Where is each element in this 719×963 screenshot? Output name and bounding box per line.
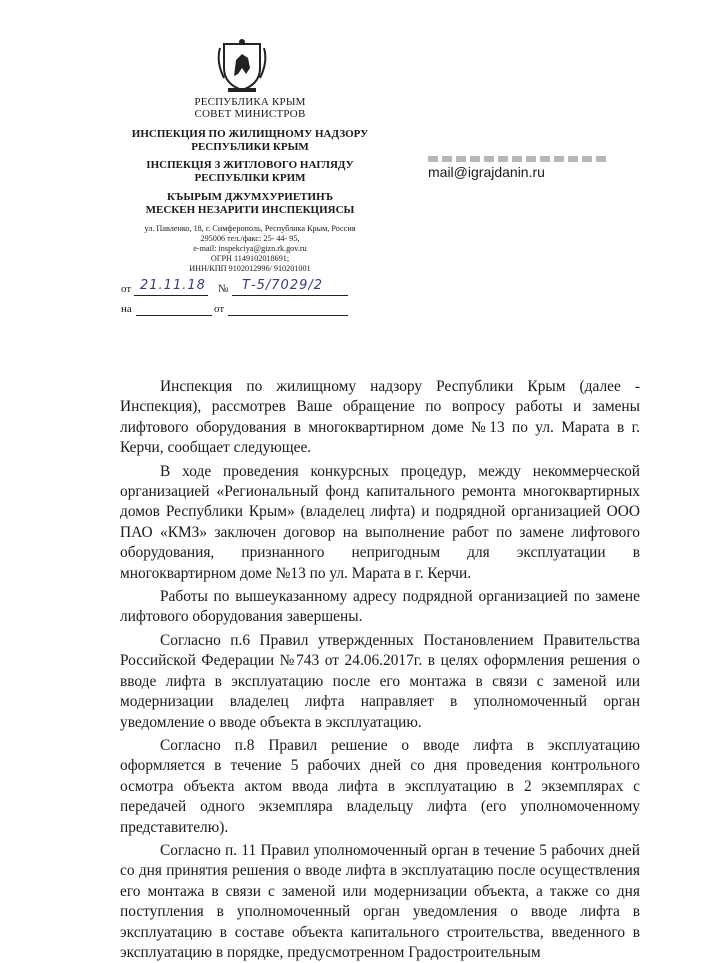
org-name-ua-line1: ІНСПЕКЦІЯ З ЖИТЛОВОГО НАГЛЯДУ <box>146 159 354 171</box>
org-name-ua-line2: РЕСПУБЛІКИ КРИМ <box>194 172 306 184</box>
paragraph: Работы по вышеуказанному адресу подрядной организацией по замене лифтового оборудования завершены. <box>120 588 640 626</box>
org-ogrn: ОГРН 1149102018691; <box>210 254 290 263</box>
org-address-line2: 295006 тел./факс: 25- 44- 95, <box>200 234 300 243</box>
ref-on-line <box>136 315 212 316</box>
council-name: СОВЕТ МИНИСТРОВ <box>194 108 306 120</box>
ref-date-line <box>134 295 208 296</box>
ref-date-handwritten: 21.11.18 <box>140 278 206 293</box>
ref-on-from-label: от <box>214 303 225 315</box>
paragraph: Согласно п.8 Правил решение о вводе лифта в эксплуатацию оформляется в течение 5 рабочих дней со дня проведения контрольного осмотра объекта актом ввода лифта в эксплуатацию в 2 экземплярах с передачей одного экземпляра владельцу лифта (его уполномоченному представителю). <box>120 736 640 836</box>
recipient-email: mail@igrajdanin.ru <box>428 164 545 180</box>
org-name-crh-line1: КЪЫРЫМ ДЖУМХУРИЕТИНЪ <box>166 191 334 203</box>
ref-from-label: от <box>121 283 132 295</box>
org-inn: ИНН/КПП 9102012996/ 910201001 <box>189 264 311 273</box>
paragraph: Инспекция по жилищному надзору Республики Крым (далее - Инспекция), рассмотрев Ваше обращение по вопросу работы и замены лифтового оборудования в многоквартирном доме №13 по ул. Марата в г. Керчи, сообщает следующее. <box>120 378 640 457</box>
ref-on-label: на <box>121 303 132 315</box>
recipient-cutoff-line <box>428 156 608 162</box>
ref-on-from-line <box>228 315 348 316</box>
org-address-line1: ул. Павленко, 18, г. Симферополь, Республика Крым, Россия <box>144 224 356 233</box>
org-name-crh-line2: МЕСКЕН НЕЗАРИТИ ИНСПЕКЦИЯСЫ <box>145 204 355 216</box>
paragraph: Согласно п. 11 Правил уполномоченный орган в течение 5 рабочих дней со дня принятия решения о вводе лифта в эксплуатацию после осуществления его монтажа в связи с заменой или модернизации объекта, а также со дня поступления в уполномоченный орган уведомления о вводе лифта в эксплуатацию в составе объекта капитального строительства, введенного в эксплуатацию в порядке, предусмотренном Градостроительным <box>120 841 640 961</box>
ref-number-line <box>232 295 348 296</box>
org-name-ru-line2: РЕСПУБЛИКИ КРЫМ <box>191 141 309 153</box>
org-name-ru-line1: ИНСПЕКЦИЯ ПО ЖИЛИЩНОМУ НАДЗОРУ <box>131 128 369 140</box>
paragraph: В ходе проведения конкурсных процедур, между некоммерческой организацией «Региональный фонд капитального ремонта многоквартирных домов Республики Крым» (владелец лифта) и подрядной организацией ООО ПАО «КМЗ» заключен договор на выполнение работ по замене лифтового оборудования, признанного непригодным для эксплуатации в многоквартирном доме №13 по ул. Марата в г. Керчи. <box>120 462 640 582</box>
letter-body <box>120 377 640 963</box>
ref-number-handwritten: Т-5/7029/2 <box>242 278 324 293</box>
coat-of-arms-icon <box>212 38 272 94</box>
org-email: e-mail: inspekciya@gizn.rk.gov.ru <box>193 244 307 253</box>
republic-name: РЕСПУБЛИКА КРЫМ <box>194 96 306 108</box>
paragraph: Согласно п.6 Правил утвержденных Постановлением Правительства Российской Федерации №743 от 24.06.2017г. в целях оформления решения о вводе лифта в эксплуатацию после его монтажа в связи с заменой или модернизации владелец лифта направляет в уполномоченный орган уведомление о вводе объекта в эксплуатацию. <box>120 631 640 731</box>
ref-num-label: № <box>218 283 229 295</box>
